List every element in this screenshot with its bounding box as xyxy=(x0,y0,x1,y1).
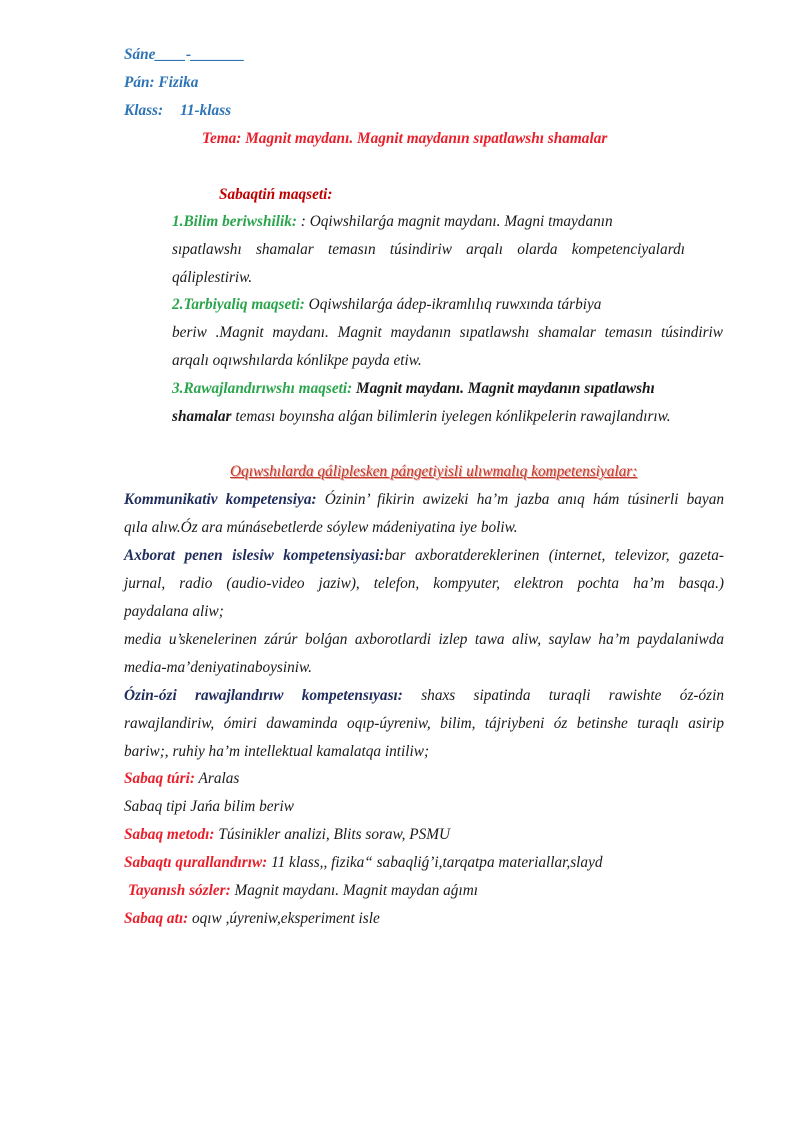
lesson-topic: Tema: Magnit maydanı. Magnit maydanın sıpatlawshı shamalar xyxy=(202,130,608,147)
goal-1-line-2: sıpatlawshı shamalar temasın túsindiriw arqalı olarda kompetenciyalardı xyxy=(172,241,685,258)
class-label: Klass: xyxy=(124,102,164,119)
lesson-kind-line: Sabaq tipi Jańa bilim beriw xyxy=(124,798,294,815)
competencies-heading: Oqıwshılarda qáliplesken pángetiyisli ulıwmalıq kompetensiyalar: xyxy=(230,463,638,480)
goal-1-label: 1.Bilim beriwshilik: xyxy=(172,213,297,230)
goal-2-label: 2.Tarbiyaliq maqseti: xyxy=(172,296,305,313)
lesson-equipment-label: Sabaqtı qurallandırıw: xyxy=(124,854,268,871)
goal-3-line-2: shamalar teması boyınsha alǵan bilimlerin iyelegen kónlikpelerin rawajlandırıw. xyxy=(172,408,671,425)
competency-1-label: Kommunikativ kompetensiya: xyxy=(124,491,317,508)
lesson-motto-line: Sabaq atı: oqıw ,úyreniw,eksperiment isle xyxy=(124,910,380,927)
competency-3-line-1: Ózin-ózi rawajlandırıw kompetensıyası: shaxs sipatinda turaqli rawishte óz-ózin xyxy=(124,687,724,704)
goal-3-line-1: 3.Rawajlandırıwshı maqseti: Magnit maydanı. Magnit maydanın sıpatlawshı xyxy=(172,380,655,397)
class-line xyxy=(124,101,231,121)
date-label: Sáne____-_______ xyxy=(124,46,245,63)
competency-1-line-2: qıla alıw.Óz ara múnásebetlerde sóylew mádeniyatina iye boliw. xyxy=(124,519,518,536)
competency-3-line-3: bariw;, ruhiy ha’m intellektual kamalatqa intiliw; xyxy=(124,743,430,760)
competency-2-line-1: Axborat penen islesiw kompetensiyasi:bar axboratdereklerinen (internet, televizor, gazeta- xyxy=(124,547,725,564)
goals-heading: Sabaqtiń maqseti: xyxy=(219,186,333,203)
lesson-equipment-line: Sabaqtı qurallandırıw: 11 klass,, fizika“ sabaqliǵ’i,tarqatpa materiallar,slayd xyxy=(124,854,603,871)
goal-1-line-3: qáliplestiriw. xyxy=(172,269,253,286)
goal-1-line-1: 1.Bilim beriwshilik: : Oqiwshilarǵa magnit maydanı. Magni tmaydanın xyxy=(172,213,613,230)
key-terms-label: Tayanısh sózler: xyxy=(128,882,231,899)
goal-2-line-1: 2.Tarbiyaliq maqseti: Oqiwshilarǵa ádep-ikramlılıq ruwxında tárbiya xyxy=(172,296,602,313)
competency-3-line-2: rawajlandiriw, ómiri dawaminda oqıp-úyreniw, bilim, tájriybeni óz betinshe turaqlı asirip xyxy=(124,715,724,732)
competency-2-line-4: media u’skenelerinen zárúr bolǵan axborotlardi izlep tawa aliw, saylaw ha’m paydalaniwda xyxy=(124,631,724,648)
lesson-method-label: Sabaq metodı: xyxy=(124,826,215,843)
competency-2-label: Axborat penen islesiw kompetensiyasi: xyxy=(124,547,385,564)
competency-2-line-5: media-ma’deniyatinaboysiniw. xyxy=(124,659,312,676)
goal-3-label: 3.Rawajlandırıwshı maqseti: xyxy=(172,380,353,397)
lesson-method-line: Sabaq metodı: Túsinikler analizi, Blits soraw, PSMU xyxy=(124,826,451,843)
goal-2-line-3: arqalı oqıwshılarda kónlikpe payda etiw. xyxy=(172,352,422,369)
lesson-type-line: Sabaq túri: Aralas xyxy=(124,770,240,787)
lesson-type-label: Sabaq túri: xyxy=(124,770,195,787)
competency-1-line-1: Kommunikativ kompetensiya: Ózinin’ fikirin awizeki ha’m jazba anıq hám túsinerli bayan xyxy=(124,491,724,508)
goal-2-line-2: beriw .Magnit maydanı. Magnit maydanın sıpatlawshı shamalar temasın túsindiriw xyxy=(172,324,723,341)
lesson-motto-label: Sabaq atı: xyxy=(124,910,189,927)
subject-label: Pán: Fizika xyxy=(124,74,199,91)
competency-2-line-2: jurnal, radio (audio-video jaziw), telefon, kompyuter, elektron pochta ha’m basqa.) xyxy=(124,575,724,592)
class-value: 11-klass xyxy=(180,102,232,119)
competency-3-label: Ózin-ózi rawajlandırıw kompetensıyası: xyxy=(124,687,403,704)
competency-2-line-3: paydalana aliw; xyxy=(124,603,224,620)
key-terms-line: Tayanısh sózler: Magnit maydanı. Magnit maydan aǵımı xyxy=(128,882,478,899)
